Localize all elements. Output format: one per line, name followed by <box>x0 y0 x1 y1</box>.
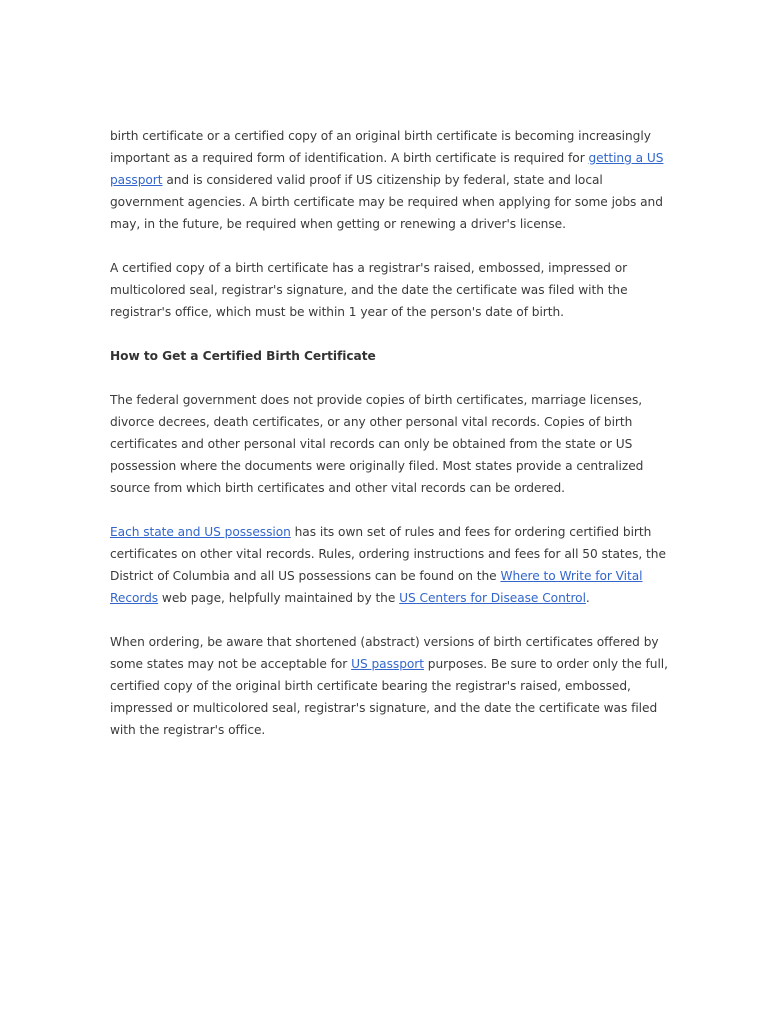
paragraph-text: A certified copy of a birth certificate has a registrar's raised, embossed, impressed or multicolored seal, registrar's signature, and the date the certificate was filed with the registrar's office, which must be within 1 year of the person's date of birth. <box>110 261 628 319</box>
link-us-centers-disease-control[interactable]: US Centers for Disease Control <box>399 591 586 605</box>
link-where-to-write-vital-records[interactable]: Where to Write for Vital Records <box>110 569 643 605</box>
paragraph-federal-government <box>110 389 670 499</box>
paragraph-text: web page, helpfully maintained by the <box>158 591 400 605</box>
paragraph-text: purposes. Be sure to order only the full, certified copy of the original birth certificate bearing the registrar's raised, embossed, impressed or multicolored seal, registrar's signature, and the date the certificate was filed with the registrar's office. <box>110 657 668 737</box>
paragraph-birth-certificate-intro <box>110 125 670 235</box>
paragraph-state-rules <box>110 521 670 609</box>
paragraph-text: has its own set of rules and fees for ordering certified birth certificates on other vital records. Rules, ordering instructions and fees for all 50 states, the District of Columbia and all US possessions can be found on the <box>110 525 666 583</box>
paragraph-text: When ordering, be aware that shortened (abstract) versions of birth certificates offered by some states may not be acceptable for <box>110 635 659 671</box>
link-us-passport[interactable]: US passport <box>351 657 424 671</box>
paragraph-text: and is considered valid proof if US citizenship by federal, state and local government agencies. A birth certificate may be required when applying for some jobs and may, in the future, be required when getting or renewing a driver's license. <box>110 173 663 231</box>
link-each-state-us-possession[interactable]: Each state and US possession <box>110 525 291 539</box>
paragraph-certified-copy <box>110 257 670 323</box>
paragraph-text: . <box>585 591 590 605</box>
paragraph-text: The federal government does not provide copies of birth certificates, marriage licenses, divorce decrees, death certificates, or any other personal vital records. Copies of birth certificates and other personal vital records can only be obtained from the state or US possession where the documents were originally filed. Most states provide a centralized source from which birth certificates and other vital records can be ordered. <box>110 393 644 495</box>
document-body <box>110 125 670 763</box>
link-getting-us-passport[interactable]: getting a US passport <box>110 151 664 187</box>
paragraph-ordering-advice <box>110 631 670 741</box>
paragraph-text: birth certificate or a certified copy of an original birth certificate is becoming increasingly important as a required form of identification. A birth certificate is required for <box>110 129 651 165</box>
section-heading: How to Get a Certified Birth Certificate <box>110 349 376 363</box>
